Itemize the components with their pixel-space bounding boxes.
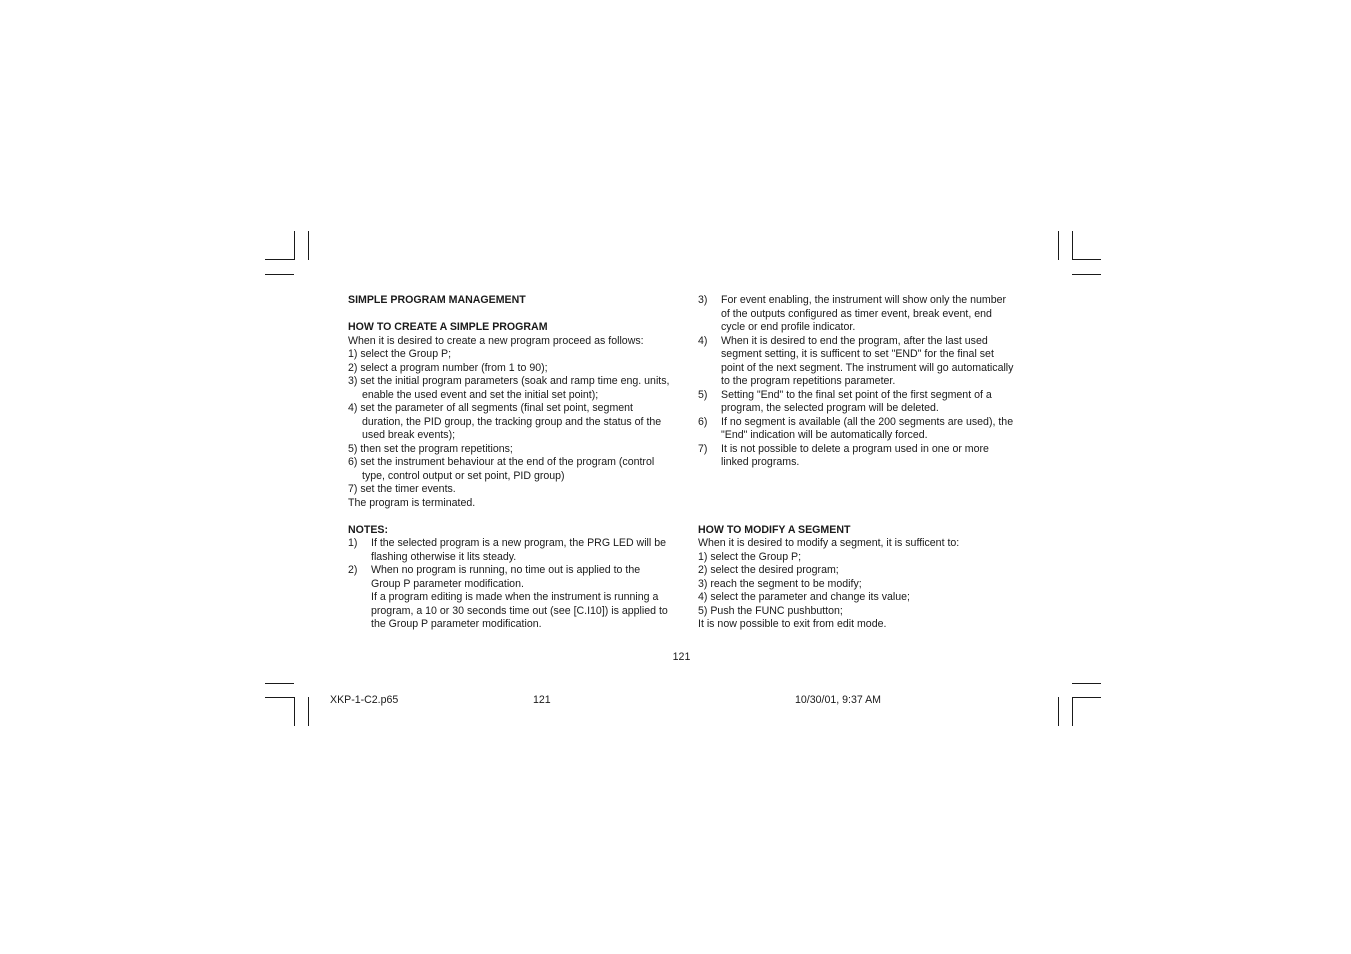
crop-mark: [265, 259, 294, 260]
note-text: It is not possible to delete a program used in one or more linked programs.: [721, 442, 989, 468]
footer-date: 10/30/01, 9:37 AM: [795, 694, 881, 706]
step-item: 2) select a program number (from 1 to 90);: [348, 361, 548, 374]
step-item: 4) set the parameter of all segments (final set point, segment duration, the PID group, the tracking group and the status of the used break events);: [348, 402, 662, 441]
crop-mark: [1072, 697, 1073, 726]
create-heading: HOW TO CREATE A SIMPLE PROGRAM: [348, 321, 548, 333]
crop-mark: [1072, 259, 1101, 260]
section-title: SIMPLE PROGRAM MANAGEMENT: [348, 294, 526, 306]
page-number: 121: [672, 651, 691, 663]
note-item: [698, 389, 1014, 416]
crop-mark: [308, 231, 309, 260]
step-item: 4) select the parameter and change its value;: [698, 591, 910, 603]
step-item: 1) select the Group P;: [348, 348, 452, 360]
note-number: 7): [698, 442, 708, 455]
step-item: 3) reach the segment to be modify;: [698, 577, 862, 590]
crop-mark: [265, 697, 294, 698]
note-item: [348, 564, 670, 632]
note-number: 5): [698, 388, 708, 401]
create-intro: When it is desired to create a new program proceed as follows:: [348, 334, 644, 347]
crop-mark: [1058, 231, 1059, 260]
step-item: 3) set the initial program parameters (soak and ramp time eng. units, enable the used event and set the initial set point);: [348, 375, 670, 401]
left-column: [348, 294, 670, 632]
note-text: If no segment is available (all the 200 segments are used), the "End" indication will be automatically forced.: [721, 415, 1014, 441]
crop-mark: [265, 683, 294, 684]
note-item: [698, 416, 1014, 443]
modify-heading: HOW TO MODIFY A SEGMENT: [698, 523, 851, 536]
step-item: 5) Push the FUNC pushbutton;: [698, 604, 843, 617]
note-item: [698, 335, 1014, 389]
note-number: 3): [698, 294, 708, 306]
note-item: [698, 294, 1014, 335]
footer-file: XKP-1-C2.p65: [330, 694, 399, 706]
note-text: If the selected program is a new program, the PRG LED will be flashing otherwise it lits steady.: [371, 537, 666, 563]
modify-intro: When it is desired to modify a segment, it is sufficent to:: [698, 537, 960, 549]
terminated-text: The program is terminated.: [348, 496, 476, 509]
step-item: 7) set the timer events.: [348, 483, 456, 495]
exit-text: It is now possible to exit from edit mode.: [698, 618, 887, 630]
note-text-main: When no program is running, no time out is applied to the Group P parameter modification.: [371, 564, 641, 590]
step-item: 6) set the instrument behaviour at the end of the program (control type, control output or set point, PID group): [348, 456, 655, 482]
crop-mark: [1072, 274, 1101, 275]
note-number: 1): [348, 537, 358, 549]
note-item: [348, 537, 670, 564]
step-item: 1) select the Group P;: [698, 550, 802, 563]
note-text: For event enabling, the instrument will show only the number of the outputs configured as timer event, break event, end cycle or end profile indicator.: [721, 294, 1007, 333]
crop-mark: [308, 697, 309, 726]
note-text-extra: If a program editing is made when the instrument is running a program, a 10 or 30 seconds time out (see [C.I10]) is applied to the Group P parameter modification.: [371, 591, 668, 630]
note-text: Setting "End" to the final set point of the first segment of a program, the selected program will be deleted.: [721, 388, 992, 414]
note-text: When it is desired to end the program, after the last used segment setting, it is sufficent to set "END" for the final set point of the next segment. The instrument will go automatically to the program repetitions parameter.: [721, 334, 1014, 387]
note-item: [698, 443, 1014, 470]
crop-mark: [1072, 697, 1101, 698]
note-number: 4): [698, 334, 708, 347]
note-text: [371, 564, 670, 632]
crop-mark: [1058, 697, 1059, 726]
crop-mark: [265, 274, 294, 275]
notes-heading: NOTES:: [348, 523, 389, 536]
crop-mark: [1072, 683, 1101, 684]
note-number: 6): [698, 415, 708, 428]
right-column: [698, 294, 1014, 632]
step-item: 2) select the desired program;: [698, 564, 839, 576]
crop-mark: [294, 231, 295, 260]
note-number: 2): [348, 564, 358, 576]
footer-page: 121: [533, 694, 551, 706]
crop-mark: [294, 697, 295, 726]
step-item: 5) then set the program repetitions;: [348, 442, 513, 455]
crop-mark: [1072, 231, 1073, 260]
